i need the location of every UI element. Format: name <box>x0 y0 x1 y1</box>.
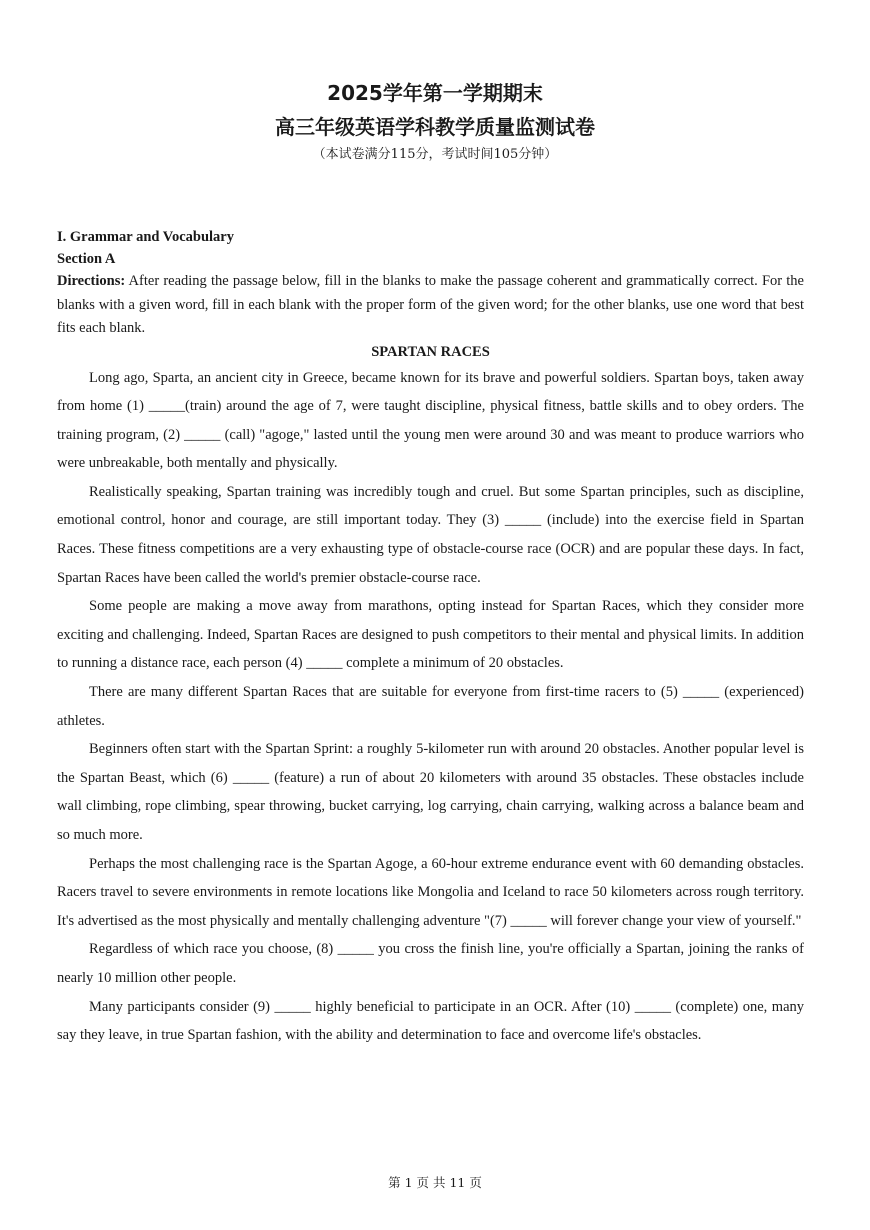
passage-paragraph: Regardless of which race you choose, (8) _____ you cross the finish line, you're officially a Spartan, joining the ranks of nearly 10 million other people. <box>57 941 804 986</box>
passage-paragraph: Long ago, Sparta, an ancient city in Greece, became known for its brave and powerful soldiers. Spartan boys, taken away from home (1) _____(train) around the age of 7, were taught discipline, physical fitness, battle skills and to obey orders. The training program, (2) _____ (call) "agoge," lasted until the young men were around 30 and was meant to produce warriors who were unbreakable, both mentally and physically. <box>57 369 804 472</box>
passage-paragraph: Beginners often start with the Spartan Sprint: a roughly 5-kilometer run with around 20 obstacles. Another popular level is the Spartan Beast, which (6) _____ (feature) a run of about 20 kilometers with around 35 obstacles. These obstacles include wall climbing, rope climbing, spear throwing, bucket carrying, log carrying, chain carrying, walking across a balance beam and so much more. <box>57 741 804 843</box>
passage-paragraph: Many participants consider (9) _____ highly beneficial to participate in an OCR. After (10) _____ (complete) one, many say they leave, in true Spartan fashion, with the ability and determination to face and overcome life's obstacles. <box>57 998 804 1044</box>
section-title: Section A <box>57 251 116 267</box>
passage-title: SPARTAN RACES <box>371 343 490 360</box>
passage-paragraph: Realistically speaking, Spartan training was incredibly tough and cruel. But some Spartan principles, such as discipline, emotional control, honor and courage, are still important today. They (3) _____ (include) into the exercise field in Spartan Races. These fitness competitions are a very exhausting type of obstacle-course race (OCR) and are popular these days. In fact, Spartan Races have been called the world's premier obstacle-course race. <box>57 483 804 586</box>
exam-title-line2: 高三年级英语学科教学质量监测试卷 <box>275 115 595 139</box>
passage-paragraph: Perhaps the most challenging race is the Spartan Agoge, a 60-hour extreme endurance event with 60 demanding obstacles. Racers travel to severe environments in remote locations like Mongolia and Iceland to race 50 kilometers across rough territory. It's advertised as the most physically and mentally challenging adventure "(7) _____ will forever change your view of yourself." <box>57 855 804 929</box>
directions-label: Directions: <box>57 273 126 289</box>
page-footer: 第 1 页 共 11 页 <box>388 1175 482 1190</box>
exam-header <box>0 80 870 164</box>
directions-text: After reading the passage below, fill in the blanks to make the passage coherent and grammatically correct. For the blanks with a given word, fill in each blank with the proper form of the given word; for the other blanks, use one word that best fits each blank. <box>57 273 804 336</box>
exam-title-line1: 2025学年第一学期期末 <box>327 81 543 105</box>
passage-paragraph: Some people are making a move away from marathons, opting instead for Spartan Races, which they consider more exciting and challenging. Indeed, Spartan Races are designed to push competitors to their mental and physical limits. In addition to running a distance race, each person (4) _____ complete a minimum of 20 obstacles. <box>57 598 804 672</box>
directions <box>57 270 804 341</box>
exam-subtitle: （本试卷满分115分，考试时间105分钟） <box>312 147 558 162</box>
part-title: I. Grammar and Vocabulary <box>57 229 234 245</box>
passage-paragraph: There are many different Spartan Races that are suitable for everyone from first-time racers to (5) _____ (experienced) athletes. <box>57 684 804 729</box>
exam-content <box>57 226 804 1050</box>
